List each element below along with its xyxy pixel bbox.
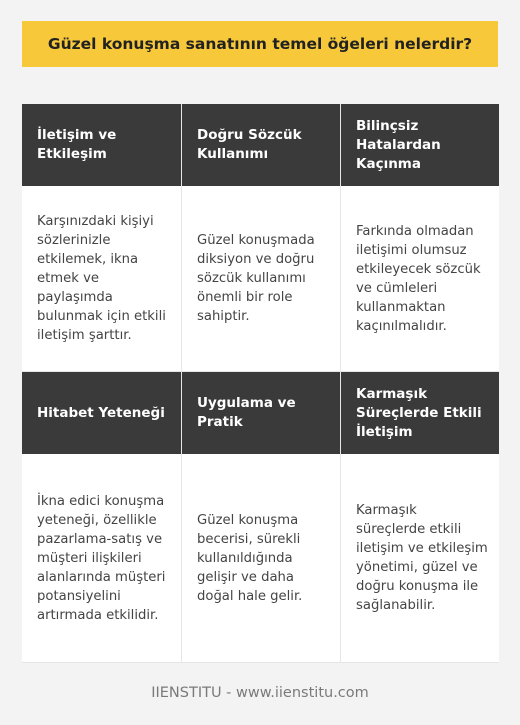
table-header-cell: Doğru Sözcük Kullanımı — [181, 104, 340, 186]
table-header-cell: İletişim ve Etkileşim — [22, 104, 181, 186]
table-header-cell: Uygulama ve Pratik — [181, 372, 340, 454]
table-body-cell: Karmaşık süreçlerde etkili iletişim ve etkileşim yönetimi, güzel ve doğru konuşma ile sağlanabilir. — [340, 454, 499, 663]
footer-credit: IIENSTITU - www.iienstitu.com — [151, 685, 369, 701]
table-header-cell: Karmaşık Süreçlerde Etkili İletişim — [340, 372, 499, 454]
info-table — [22, 104, 499, 663]
table-body-cell: Farkında olmadan iletişimi olumsuz etkileyecek sözcük ve cümleleri kullanmaktan kaçınılmalıdır. — [340, 186, 499, 372]
table-header-cell: Bilinçsiz Hatalardan Kaçınma — [340, 104, 499, 186]
table-body-cell: Güzel konuşmada diksiyon ve doğru sözcük kullanımı önemli bir role sahiptir. — [181, 186, 340, 372]
table-body-cell: Karşınızdaki kişiyi sözlerinizle etkilemek, ikna etmek ve paylaşımda bulunmak için etkili iletişim şarttır. — [22, 186, 181, 372]
page-title: Güzel konuşma sanatının temel öğeleri nelerdir? — [22, 21, 498, 67]
table-body-cell: Güzel konuşma becerisi, sürekli kullanıldığında gelişir ve daha doğal hale gelir. — [181, 454, 340, 663]
table-body-cell: İkna edici konuşma yeteneği, özellikle pazarlama-satış ve müşteri ilişkileri alanlarında müşteri potansiyelini artırmada etkilidir. — [22, 454, 181, 663]
table-header-cell: Hitabet Yeteneği — [22, 372, 181, 454]
